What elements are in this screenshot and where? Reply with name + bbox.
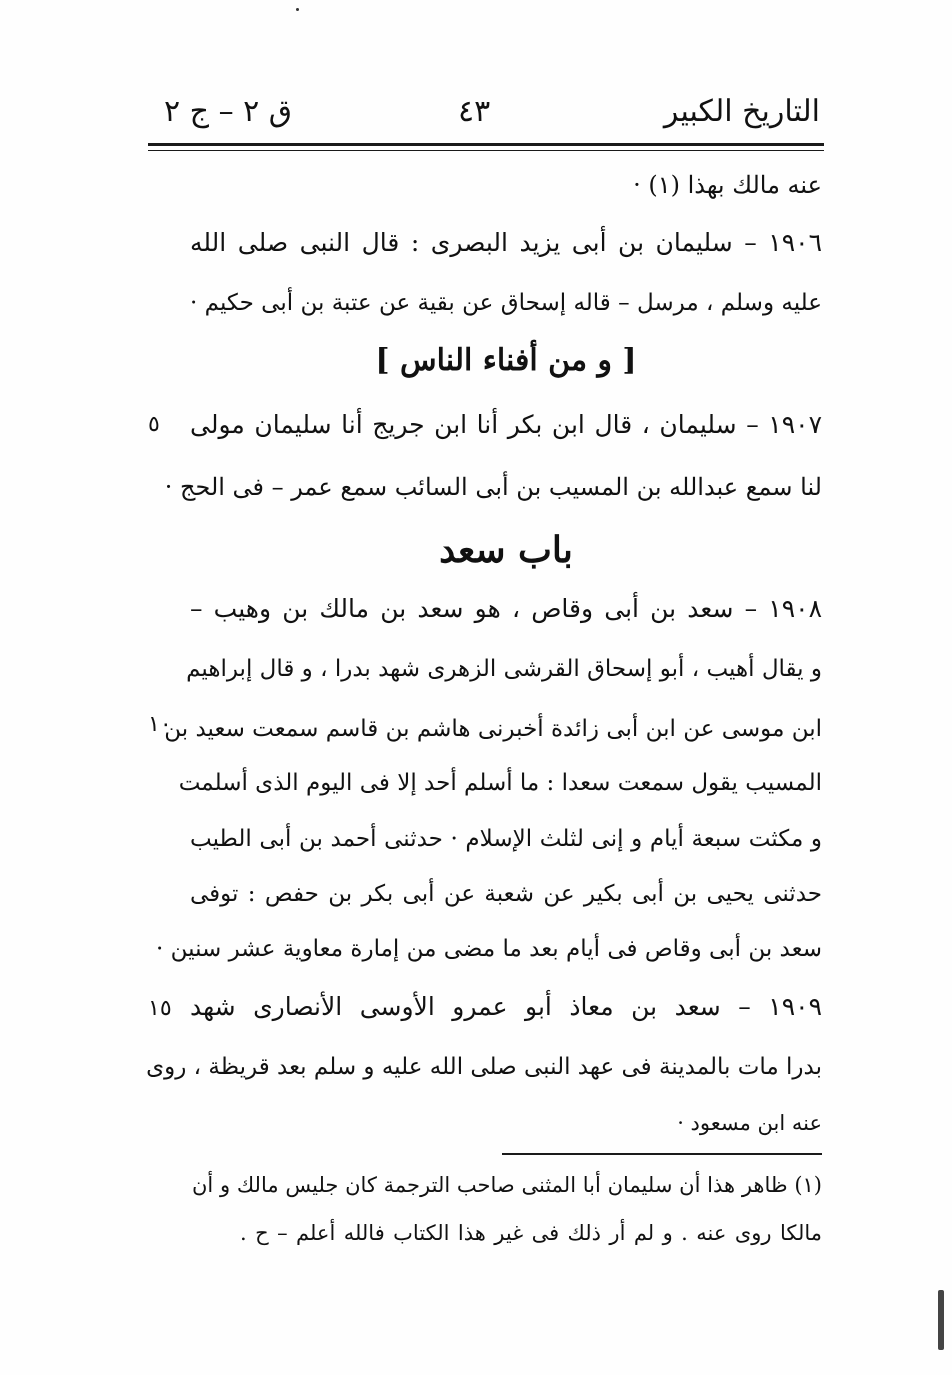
text-line: ابن موسى عن ابن أبى زائدة أخبرنى هاشم بن قاسم سمعت سعيد بن [164,716,822,742]
footnote-line: مالكا روى عنه . و لم أر ذلك فى غير هذا الكتاب فالله أعلم – ح . [240,1221,822,1245]
scan-edge-mark [938,1290,944,1350]
footnote-rule [502,1153,822,1155]
text-line: المسيب يقول سمعت سعدا : ما أسلم أحد إلا فى اليوم الذى أسلمت [178,770,822,796]
text-line: سعد بن أبى وقاص فى أيام بعد ما مضى من إمارة معاوية عشر سنين · [156,936,822,962]
text-line: عليه وسلم ، مرسل – قاله إسحاق عن بقية عن عتبة بن أبى حكيم · [190,290,822,316]
header-rule-thick [148,143,824,146]
header-volume-part: ق ٢ – ج ٢ [164,94,293,129]
text-line-entry-1907: ١٩٠٧ – سليمان ، قال ابن بكر أنا ابن جريج أنا سليمان مولى [190,410,822,439]
text-line: حدثنى يحيى بن أبى بكير عن شعبة عن أبى بكر بن حفص : توفى [190,881,822,907]
header-book-title: التاريخ الكبير [663,94,820,129]
text-line: و مكثت سبعة أيام و إنى لثلث الإسلام · حدثنى أحمد بن أبى الطيب [190,826,822,852]
text-line: و يقال أهيب ، أبو إسحاق القرشى الزهرى شهد بدرا ، و قال إبراهيم [186,656,822,682]
text-line-entry-1909: ١٩٠٩ – سعد بن معاذ أبو عمرو الأوسى الأنصارى شهد [190,992,822,1021]
margin-line-number: ١٥ [148,996,172,1021]
text-line: عنه مالك بهذا (١) · [633,171,822,199]
text-line: لنا سمع عبدالله بن المسيب بن أبى السائب سمع عمر – فى الحج · [164,473,822,501]
section-heading-bracketed: [ و من أفناء الناس ] [375,343,637,378]
scan-speck [296,8,299,11]
text-line-entry-1908: ١٩٠٨ – سعد بن أبى وقاص ، هو سعد بن مالك بن وهيب – [190,594,822,623]
text-line: بدرا مات بالمدينة فى عهد النبى صلى الله عليه و سلم بعد قريظة ، روى [146,1054,822,1080]
header-page-number: ٤٣ [458,94,491,129]
margin-line-number: ٥ [148,412,160,437]
footnote-line: (١) ظاهر هذا أن سليمان أبا المثنى صاحب الترجمة كان جليس مالك و أن [192,1173,822,1197]
chapter-heading: باب سعد [439,529,573,571]
header-rule-thin [148,150,824,151]
text-line-entry-1906: ١٩٠٦ – سليمان بن أبى يزيد البصرى : قال النبى صلى الله [190,228,822,257]
margin-line-number: ١٠ [148,712,172,737]
text-line: عنه ابن مسعود · [677,1111,822,1135]
running-header [148,92,828,138]
